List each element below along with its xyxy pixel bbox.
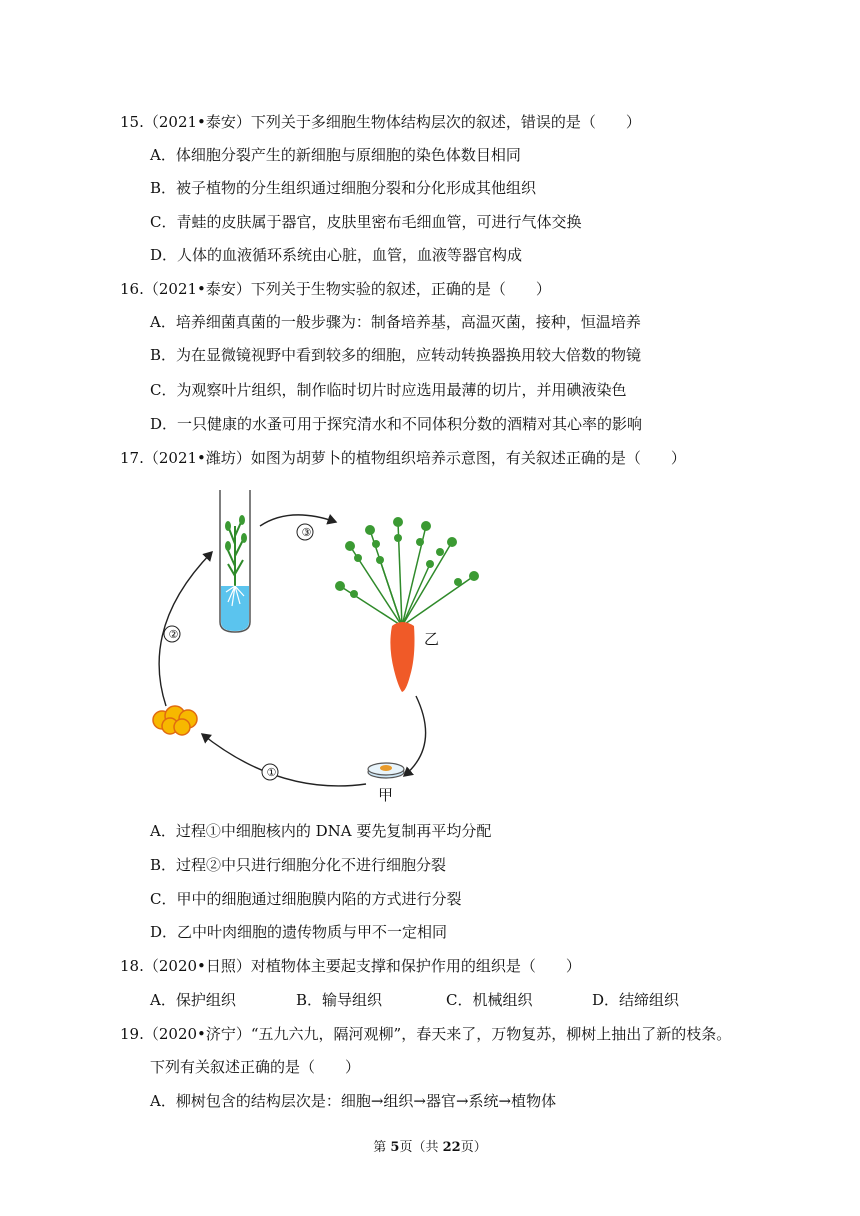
label-yi: 乙 — [424, 630, 440, 648]
question-17-option-a: A．过程①中细胞核内的 DNA 要先复制再平均分配 — [150, 822, 492, 840]
footer-middle: 页（共 — [399, 1140, 443, 1155]
question-15-stem: 15.（2021•泰安）下列关于多细胞生物体结构层次的叙述，错误的是（ ） — [120, 113, 641, 131]
question-19-stem-continued: 下列有关叙述正确的是（ ） — [150, 1058, 361, 1076]
question-18-option-c: C．机械组织 — [446, 991, 533, 1009]
footer-prefix: 第 — [373, 1140, 391, 1155]
question-18-stem: 18.（2020•日照）对植物体主要起支撑和保护作用的组织是（ ） — [120, 957, 581, 975]
question-17-stem: 17.（2021•潍坊）如图为胡萝卜的植物组织培养示意图，有关叙述正确的是（ ） — [120, 449, 686, 467]
tissue-culture-diagram — [140, 486, 500, 806]
petri-dish-icon — [368, 763, 404, 778]
step-1-marker — [262, 764, 278, 780]
step-2-marker — [164, 626, 180, 642]
question-19-option-a: A．柳树包含的结构层次是：细胞→组织→器官→系统→植物体 — [150, 1092, 557, 1110]
question-18-option-d: D．结缔组织 — [592, 991, 680, 1009]
label-jia: 甲 — [378, 786, 394, 804]
footer-total-pages: 22 — [442, 1140, 461, 1155]
question-17-option-b: B．过程②中只进行细胞分化不进行细胞分裂 — [150, 856, 447, 874]
callus-icon — [153, 706, 197, 735]
question-15-option-b: B．被子植物的分生组织通过细胞分裂和分化形成其他组织 — [150, 179, 537, 197]
svg-text:③: ③ — [301, 526, 312, 539]
arrow-step-1 — [202, 734, 366, 786]
arrow-to-dish — [404, 696, 426, 776]
arrow-step-3 — [260, 515, 336, 526]
question-16-option-b: B．为在显微镜视野中看到较多的细胞，应转动转换器换用较大倍数的物镜 — [150, 346, 642, 364]
page-footer — [0, 1139, 860, 1157]
test-tube-icon — [220, 490, 250, 632]
footer-suffix: 页） — [460, 1140, 487, 1155]
question-17-option-c: C．甲中的细胞通过细胞膜内陷的方式进行分裂 — [150, 890, 462, 908]
step-3-marker — [297, 524, 313, 540]
question-16-option-a: A．培养细菌真菌的一般步骤为：制备培养基，高温灭菌，接种，恒温培养 — [150, 313, 641, 331]
carrot-plant-icon — [335, 517, 479, 692]
question-16-option-c: C．为观察叶片组织，制作临时切片时应选用最薄的切片，并用碘液染色 — [150, 381, 627, 399]
svg-text:②: ② — [168, 628, 179, 641]
question-15-option-d: D．人体的血液循环系统由心脏，血管，血液等器官构成 — [150, 246, 523, 264]
question-16-option-d: D．一只健康的水蚤可用于探究清水和不同体积分数的酒精对其心率的影响 — [150, 415, 643, 433]
svg-text:①: ① — [266, 766, 277, 779]
question-18-option-a: A．保护组织 — [150, 991, 236, 1009]
question-15-option-a: A．体细胞分裂产生的新细胞与原细胞的染色体数目相同 — [150, 146, 521, 164]
question-16-stem: 16.（2021•泰安）下列关于生物实验的叙述，正确的是（ ） — [120, 280, 551, 298]
question-17-option-d: D．乙中叶肉细胞的遗传物质与甲不一定相同 — [150, 923, 448, 941]
question-18-option-b: B．输导组织 — [296, 991, 383, 1009]
footer-page-number: 5 — [390, 1140, 400, 1155]
question-15-option-c: C．青蛙的皮肤属于器官，皮肤里密布毛细血管，可进行气体交换 — [150, 213, 582, 231]
question-19-stem: 19.（2020•济宁）“五九六九，隔河观柳”，春天来了，万物复苏，柳树上抽出了新的枝条。 — [120, 1025, 732, 1043]
